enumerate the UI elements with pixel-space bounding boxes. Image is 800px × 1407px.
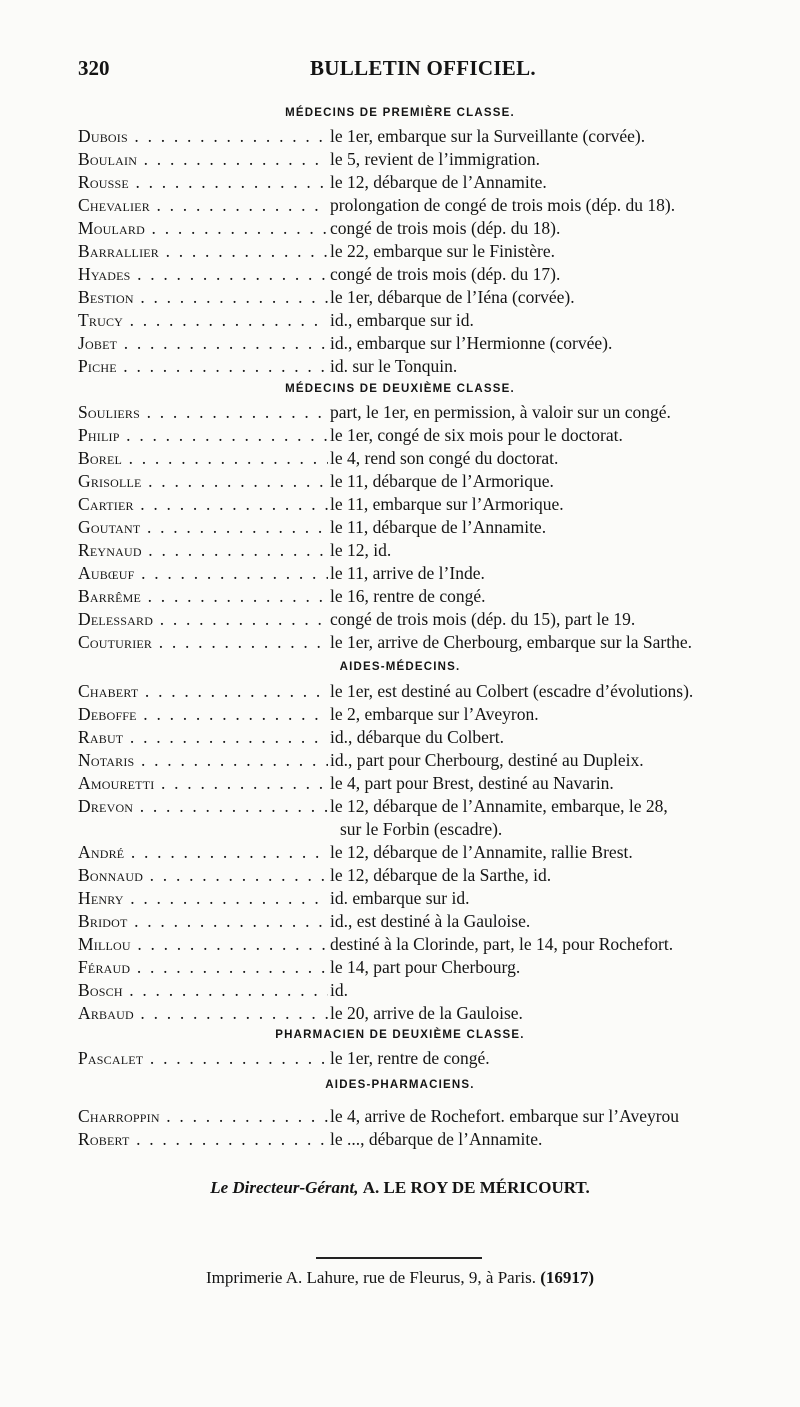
- list-item: [78, 400, 768, 424]
- list-item: [78, 308, 768, 332]
- list-item: [78, 147, 768, 171]
- officer-name: Drevon . . .: [78, 794, 328, 818]
- list-item: [78, 538, 768, 562]
- officer-name: Aubœuf . . .: [78, 561, 328, 585]
- movement-description: le 4, rend son congé du doctorat.: [330, 448, 559, 468]
- officer-name: Deboffe . . .: [78, 702, 328, 726]
- list-item: [78, 679, 768, 703]
- list-item: [78, 978, 768, 1002]
- officer-name: Dubois . . .: [78, 124, 328, 148]
- movement-continuation: sur le Forbin (escadre).: [340, 819, 503, 839]
- imprint-number: (16917): [540, 1268, 595, 1287]
- movement-description: le 11, embarque sur l’Armorique.: [330, 494, 564, 514]
- movement-description: id. embarque sur id.: [330, 888, 470, 908]
- signature-role: Le Directeur-Gérant,: [210, 1178, 359, 1197]
- section-heading: MÉDECINS DE DEUXIÈME CLASSE.: [285, 383, 515, 395]
- movement-description: le 11, arrive de l’Inde.: [330, 563, 485, 583]
- section-heading: AIDES-MÉDECINS.: [339, 661, 461, 673]
- list-item: [78, 446, 768, 470]
- list-item: [78, 354, 768, 378]
- imprint-text: Imprimerie A. Lahure, rue de Fleurus, 9, à Paris.: [205, 1268, 536, 1287]
- movement-description: le 2, embarque sur l’Aveyron.: [330, 704, 539, 724]
- movement-description: destiné à la Clorinde, part, le 14, pour Rochefort.: [330, 934, 674, 954]
- movement-description: le 4, arrive de Rochefort. embarque sur l’Aveyrou: [330, 1106, 680, 1126]
- list-item: [78, 863, 768, 887]
- list-item: [78, 955, 768, 979]
- list-item: [78, 1046, 768, 1070]
- officer-name: Chevalier . . .: [78, 193, 328, 217]
- movement-description: le 1er, congé de six mois pour le doctorat.: [330, 425, 623, 445]
- movement-description: le 12, id.: [330, 540, 392, 560]
- officer-name: Bridot . . .: [78, 909, 328, 933]
- list-item: [78, 331, 768, 355]
- list-item: [78, 771, 768, 795]
- list-item: [78, 725, 768, 749]
- movement-description: le 1er, est destiné au Colbert (escadre d’évolutions).: [330, 681, 694, 701]
- movement-description: id., est destiné à la Gauloise.: [330, 911, 531, 931]
- officer-name: André . . .: [78, 840, 328, 864]
- movement-description: le 12, débarque de l’Annamite, embarque, le 28,: [330, 796, 668, 816]
- movement-description: id., débarque du Colbert.: [330, 727, 504, 747]
- list-item: [78, 702, 768, 726]
- officer-name: Jobet . . .: [78, 331, 328, 355]
- officer-name: Bosch . . .: [78, 978, 328, 1002]
- officer-name: Arbaud . . .: [78, 1001, 328, 1025]
- movement-description: le 11, débarque de l’Annamite.: [330, 517, 547, 537]
- movement-description: part, le 1er, en permission, à valoir sur un congé.: [330, 402, 671, 422]
- movement-description: le 12, débarque de l’Annamite.: [330, 172, 547, 192]
- page-number: 320: [78, 56, 110, 80]
- list-item: [78, 584, 768, 608]
- officer-name: Philip . . .: [78, 423, 328, 447]
- movement-description: le 22, embarque sur le Finistère.: [330, 241, 556, 261]
- movement-description: le 14, part pour Cherbourg.: [330, 957, 521, 977]
- list-item: [78, 1127, 768, 1151]
- list-item: [78, 469, 768, 493]
- officer-name: Reynaud . . .: [78, 538, 328, 562]
- section-heading: AIDES-PHARMACIENS.: [325, 1079, 475, 1091]
- movement-description: le 1er, débarque de l’Iéna (corvée).: [330, 287, 575, 307]
- officer-name: Delessard . . .: [78, 607, 328, 631]
- officer-name: Trucy . . .: [78, 308, 328, 332]
- list-item: [78, 561, 768, 585]
- journal-title: BULLETIN OFFICIEL.: [310, 56, 536, 80]
- page-header: [78, 56, 738, 90]
- officer-name: Notaris . . .: [78, 748, 328, 772]
- officer-name: Piche . . .: [78, 354, 328, 378]
- officer-name: Rabut . . .: [78, 725, 328, 749]
- list-item: [78, 630, 768, 654]
- list-item: [78, 423, 768, 447]
- officer-name: Souliers . . .: [78, 400, 328, 424]
- list-item: [78, 285, 768, 309]
- movement-description: prolongation de congé de trois mois (dép. du 18).: [330, 195, 676, 215]
- officer-name: Boulain . . .: [78, 147, 328, 171]
- officer-name: Bonnaud . . .: [78, 863, 328, 887]
- movement-description: congé de trois mois (dép. du 18).: [330, 218, 561, 238]
- officer-name: Moulard . . .: [78, 216, 328, 240]
- officer-name: Féraud . . .: [78, 955, 328, 979]
- movement-description: id., embarque sur l’Hermionne (corvée).: [330, 333, 613, 353]
- movement-description: le 11, débarque de l’Armorique.: [330, 471, 554, 491]
- list-item: [78, 239, 768, 263]
- list-item: [78, 909, 768, 933]
- imprint: [0, 1268, 800, 1288]
- signature-name: A. LE ROY DE MÉRICOURT.: [362, 1178, 590, 1197]
- movement-description: le 1er, rentre de congé.: [330, 1048, 490, 1068]
- officer-name: Robert . . .: [78, 1127, 328, 1151]
- officer-name: Bestion . . .: [78, 285, 328, 309]
- movement-description: congé de trois mois (dép. du 15), part le 19.: [330, 609, 636, 629]
- list-item: [78, 1104, 768, 1128]
- officer-name: Amouretti . . .: [78, 771, 328, 795]
- officer-name: Hyades . . .: [78, 262, 328, 286]
- list-item: [78, 216, 768, 240]
- list-item: [78, 932, 768, 956]
- officer-name: Borel . . .: [78, 446, 328, 470]
- list-item: [78, 193, 768, 217]
- officer-name: Henry . . .: [78, 886, 328, 910]
- movement-description: le 4, part pour Brest, destiné au Navarin.: [330, 773, 614, 793]
- officer-name: Barrallier . . .: [78, 239, 328, 263]
- divider: [316, 1257, 482, 1259]
- officer-name: Barrême . . .: [78, 584, 328, 608]
- officer-name: Grisolle . . .: [78, 469, 328, 493]
- list-item: [78, 124, 768, 148]
- officer-name: Charroppin . . .: [78, 1104, 328, 1128]
- movement-description: congé de trois mois (dép. du 17).: [330, 264, 561, 284]
- officer-name: Chabert . . .: [78, 679, 328, 703]
- section-heading: MÉDECINS DE PREMIÈRE CLASSE.: [285, 107, 515, 119]
- movement-description: le 1er, embarque sur la Surveillante (corvée).: [330, 126, 646, 146]
- section-heading: PHARMACIEN DE DEUXIÈME CLASSE.: [275, 1029, 525, 1041]
- movement-description: le 5, revient de l’immigration.: [330, 149, 540, 169]
- officer-name: Rousse . . .: [78, 170, 328, 194]
- movement-description: le 1er, arrive de Cherbourg, embarque sur la Sarthe.: [330, 632, 692, 652]
- movement-description: id., embarque sur id.: [330, 310, 474, 330]
- signature: [0, 1178, 800, 1198]
- list-item: [78, 794, 768, 818]
- movement-description: id.: [330, 980, 348, 1000]
- movement-description: le 16, rentre de congé.: [330, 586, 486, 606]
- officer-name: Couturier . . .: [78, 630, 328, 654]
- list-item: [78, 1001, 768, 1025]
- movement-description: le 12, débarque de l’Annamite, rallie Brest.: [330, 842, 633, 862]
- movement-description: le 12, débarque de la Sarthe, id.: [330, 865, 552, 885]
- list-item: [78, 748, 768, 772]
- movement-description: id. sur le Tonquin.: [330, 356, 458, 376]
- officer-name: Pascalet . . .: [78, 1046, 328, 1070]
- list-item: [78, 492, 768, 516]
- list-item: [78, 840, 768, 864]
- list-item: [78, 515, 768, 539]
- list-item: [78, 262, 768, 286]
- movement-description: le 20, arrive de la Gauloise.: [330, 1003, 523, 1023]
- officer-name: Millou . . .: [78, 932, 328, 956]
- list-item: [78, 886, 768, 910]
- list-item: [78, 170, 768, 194]
- movement-description: le ..., débarque de l’Annamite.: [330, 1129, 543, 1149]
- officer-name: Cartier . . .: [78, 492, 328, 516]
- list-item: [78, 607, 768, 631]
- movement-description: id., part pour Cherbourg, destiné au Dupleix.: [330, 750, 644, 770]
- officer-name: Goutant . . .: [78, 515, 328, 539]
